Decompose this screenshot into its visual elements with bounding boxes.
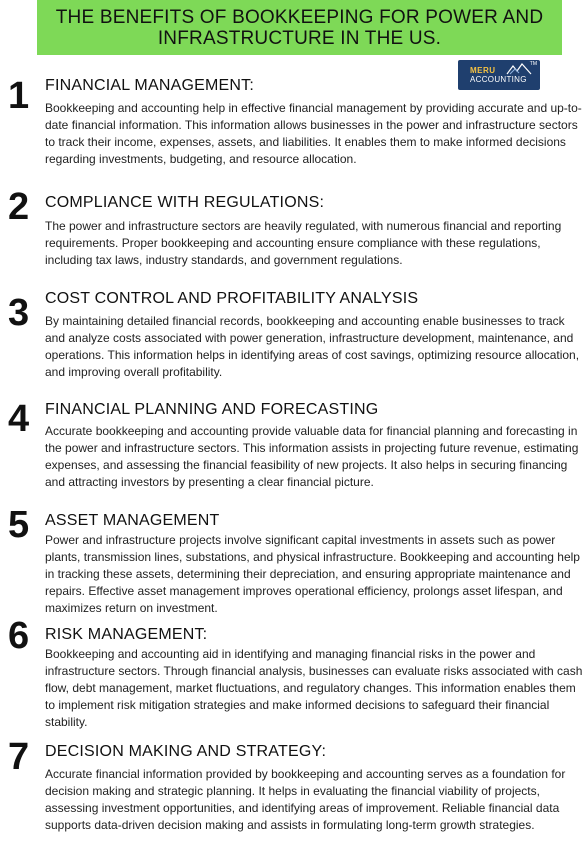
page-title: THE BENEFITS OF BOOKKEEPING FOR POWER AND INFRASTRUCTURE IN THE US. [55,6,544,49]
section-title: FINANCIAL MANAGEMENT: [45,77,254,94]
section-number: 5 [8,504,30,546]
section-number: 6 [8,615,30,657]
section-number: 3 [8,292,30,334]
section-text: By maintaining detailed financial records, bookkeeping and accounting enable businesses to track and analyze costs associated with power generation, infrastructure development, maintenance, and operations. This information helps in identifying areas of cost savings, optimizing resource allocation, and improving overall profitability. [45,314,580,379]
section-number: 1 [8,75,30,117]
section-text: Accurate bookkeeping and accounting provide valuable data for financial planning and forecasting in the power and infrastructure sectors. This information assists in projecting future revenue, estimating expenses, and assessing the financial feasibility of new projects. It also helps in securing financing and attracting investors by presenting a clear financial picture. [45,424,579,489]
meru-accounting-logo [458,60,540,90]
section-number: 7 [8,736,30,778]
section-title: ASSET MANAGEMENT [45,512,220,529]
logo-text-meru: MERU [470,66,496,75]
section-text: The power and infrastructure sectors are heavily regulated, with numerous financial and reporting requirements. Proper bookkeeping and accounting ensure compliance with these regulations, including tax laws, industry standards, and government regulations. [45,219,562,267]
section-number: 2 [8,186,30,228]
section-title: DECISION MAKING AND STRATEGY: [45,743,327,760]
section-text: Accurate financial information provided by bookkeeping and accounting serves as a foundation for decision making and strategic planning. It helps in evaluating the financial viability of projects, assessing investment opportunities, and identifying areas of improvement. Reliable financial data supports data-driven decision making and assists in formulating long-term growth strategies. [45,767,566,832]
section-title: COST CONTROL AND PROFITABILITY ANALYSIS [45,290,419,307]
trademark-mark: TM [529,61,537,67]
section-title: RISK MANAGEMENT: [45,626,208,643]
header-banner [37,0,562,55]
section-text: Bookkeeping and accounting help in effective financial management by providing accurate and up-to-date financial information. This information allows businesses in the power and infrastructure sectors to track their income, expenses, assets, and liabilities. It enables them to make informed decisions regarding investments, budgeting, and resource allocation. [45,101,582,166]
section-title: COMPLIANCE WITH REGULATIONS: [45,194,325,211]
logo-text-accounting: ACCOUNTING [470,75,527,84]
section-text: Bookkeeping and accounting aid in identifying and managing financial risks in the power and infrastructure sectors. Through financial analysis, businesses can evaluate risks associated with cash flow, debt management, market fluctuations, and regulatory changes. This information enables them to implement risk mitigation strategies and make informed decisions to safeguard their financial stability. [45,647,583,729]
section-text: Power and infrastructure projects involve significant capital investments in assets such as power plants, transmission lines, substations, and physical infrastructure. Bookkeeping and accounting help in tracking these assets, determining their depreciation, and ensuring appropriate maintenance and repairs. Effective asset management improves operational efficiency, prolongs asset lifespan, and maximizes return on investment. [45,533,580,615]
mountain-icon [506,62,532,76]
section-number: 4 [8,398,30,440]
section-title: FINANCIAL PLANNING AND FORECASTING [45,401,379,418]
